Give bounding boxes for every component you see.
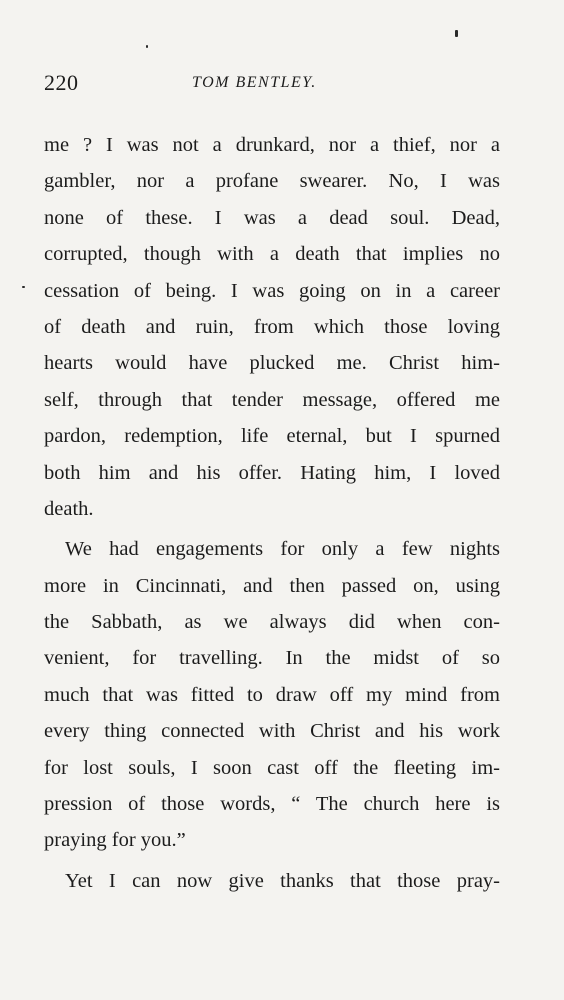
text-line: me ? I was not a drunkard, nor a thief, nor a (44, 134, 500, 156)
text-line: every thing connected with Christ and his work (44, 720, 500, 743)
text-line: self, through that tender message, offered me (44, 388, 500, 411)
print-speck (146, 45, 148, 48)
text-line: both him and his offer. Hating him, I loved (44, 461, 500, 484)
text-line: for lost souls, I soon cast off the fleeting im- (44, 756, 500, 779)
print-speck (22, 286, 25, 288)
text-line: praying for you.” (44, 829, 186, 852)
text-line: the Sabbath, as we always did when con- (44, 611, 500, 634)
text-line: pardon, redemption, life eternal, but I spurned (44, 425, 500, 448)
text-line: cessation of being. I was going on in a career (44, 279, 500, 302)
text-line: none of these. I was a dead soul. Dead, (44, 206, 500, 229)
text-line: We had engagements for only a few nights (65, 538, 500, 561)
text-line: hearts would have plucked me. Christ him- (44, 352, 500, 375)
page-number: 220 (44, 70, 79, 95)
paragraph (44, 863, 500, 899)
running-title: TOM BENTLEY. (192, 74, 317, 91)
text-line: of death and ruin, from which those loving (44, 315, 500, 338)
text-line: death. (44, 497, 94, 520)
paragraph (44, 127, 500, 527)
text-line: pression of those words, “ The church here is (44, 793, 500, 816)
text-line: corrupted, though with a death that implies no (44, 243, 500, 266)
text-line: much that was fitted to draw off my mind from (44, 683, 500, 706)
text-line: venient, for travelling. In the midst of so (44, 647, 500, 670)
print-speck (455, 30, 458, 37)
body-text (44, 127, 500, 899)
paragraph (44, 531, 500, 859)
text-line: gambler, nor a profane swearer. No, I was (44, 170, 500, 193)
page-header (44, 70, 524, 100)
text-line: Yet I can now give thanks that those pray- (65, 869, 500, 892)
text-line: more in Cincinnati, and then passed on, using (44, 574, 500, 597)
